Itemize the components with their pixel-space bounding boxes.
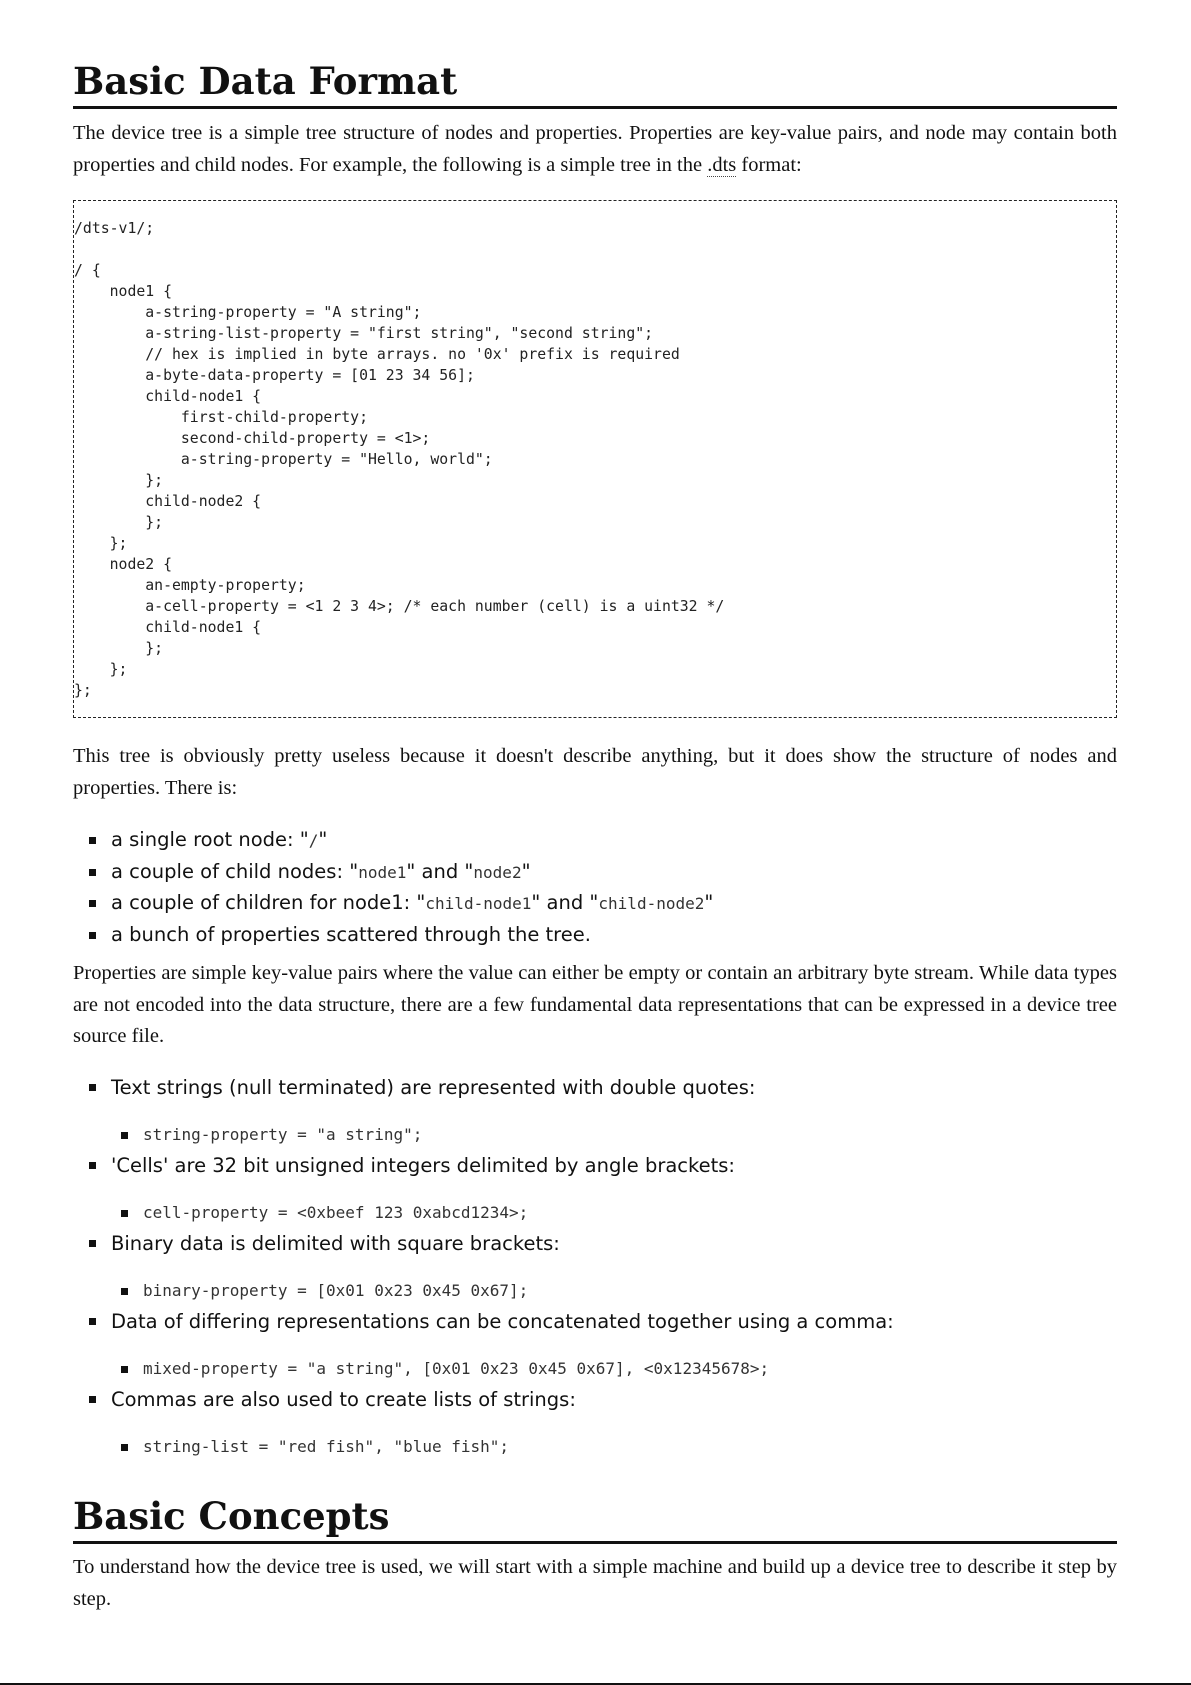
bullet-icon — [89, 1396, 96, 1403]
intro-text-b: format: — [736, 153, 802, 176]
intro-text-a: The device tree is a simple tree structure of nodes and properties. Properties are key-value pairs, and node may contain both properties and child nodes. For example, the following is a simple tree in the — [73, 122, 1117, 176]
section-heading-basic-concepts: Basic Concepts — [73, 1495, 1117, 1544]
tree-explanation-paragraph: This tree is obviously pretty useless because it doesn't describe anything, but it does show the structure of nodes and properties. There is: — [73, 745, 1117, 799]
bullet-icon — [121, 1210, 128, 1217]
list-item: a couple of children for node1: "child-node1" and "child-node2" — [73, 887, 713, 919]
list-item: a bunch of properties scattered through the tree. — [73, 919, 713, 951]
tree-structure-list — [73, 824, 713, 950]
bullet-icon — [121, 1132, 128, 1139]
bullet-icon — [121, 1444, 128, 1451]
bullet-icon — [121, 1288, 128, 1295]
dts-code-block: /dts-v1/; / { node1 { a-string-property = "A string"; a-string-list-property = "first string", "second string"; // hex is implied in byte arrays. no '0x' prefix is required a-byte-data-property = [01 23 34 56]; child-node1 { first-child-property; second-child-property = <1>; a-string-property = "Hello, world"; }; child-node2 { }; }; node2 { an-empty-property; a-cell-property = <1 2 3 4>; /* each number (cell) is a uint32 */ child-node1 { }; }; }; — [73, 200, 1117, 718]
bullet-icon — [89, 1240, 96, 1247]
bullet-icon — [89, 1084, 96, 1091]
list-item: a couple of child nodes: "node1" and "node2" — [73, 856, 713, 888]
bullet-icon — [89, 1162, 96, 1169]
list-item: a single root node: "/" — [73, 824, 713, 856]
dts-link[interactable]: .dts — [707, 153, 737, 176]
bullet-icon — [89, 1318, 96, 1325]
section-heading-basic-data-format: Basic Data Format — [73, 60, 1117, 109]
intro-paragraph — [73, 118, 1117, 181]
concepts-paragraph: To understand how the device tree is used, we will start with a simple machine and build up a device tree to describe it step by step. — [73, 1556, 1117, 1610]
bullet-icon — [121, 1366, 128, 1373]
properties-paragraph: Properties are simple key-value pairs where the value can either be empty or contain an arbitrary byte stream. While data types are not encoded into the data structure, there are a few fundamental data representations that can be expressed in a device tree source file. — [73, 962, 1117, 1047]
